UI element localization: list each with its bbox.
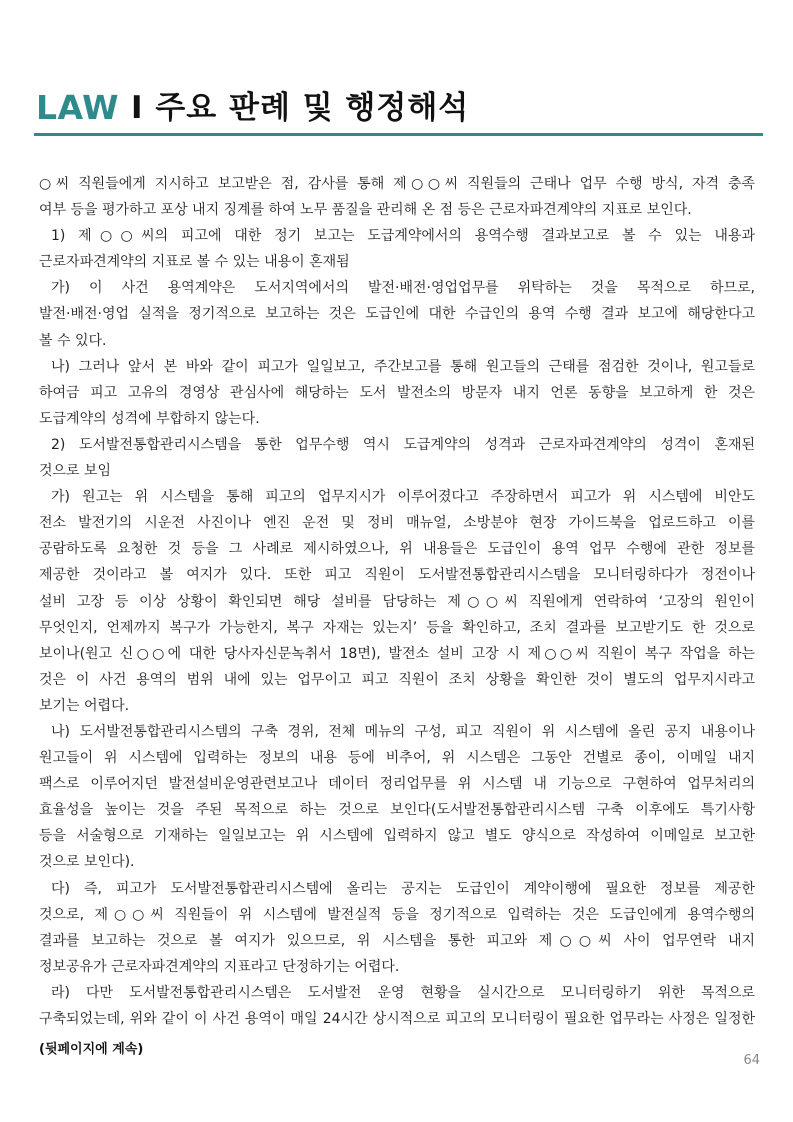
header-divider xyxy=(34,133,763,136)
text-line: 보이나(원고 신○○에 대한 당사자신문녹취서 18면), 발전소 설비 고장 시 제○○씨 직원이 복구 작업을 하는 xyxy=(39,645,755,662)
text-line: 효율성을 높이는 것을 주된 목적으로 하는 것으로 보인다(도서발전통합관리시스템 구축 이후에도 특기사항 xyxy=(39,802,755,819)
text-line: 볼 수 있다. xyxy=(39,332,107,349)
continued-notice: (뒷페이지에 계속) xyxy=(39,1042,144,1057)
text-line: 정보공유가 근로자파견계약의 지표라고 단정하기는 어렵다. xyxy=(39,958,400,975)
text-line: 여부 등을 평가하고 포상 내지 징계를 하여 노무 품질을 관리해 온 점 등은 근로자파견계약의 지표로 보인다. xyxy=(39,202,692,219)
text-line: 것으로 보임 xyxy=(39,463,112,480)
text-line: 것은 이 사건 용역의 범위 내에 있는 업무이고 피고 직원이 조치 상황을 확인한 것이 별도의 업무지시라고 xyxy=(39,671,755,688)
text-line: 근로자파견계약의 지표로 볼 수 있는 내용이 혼재됨 xyxy=(39,254,350,271)
document-body xyxy=(39,171,755,1032)
page-number: 64 xyxy=(743,1053,760,1068)
text-line: 제공한 것이라고 볼 여지가 있다. 또한 피고 직원이 도서발전통합관리시스템을 모니터링하다가 정전이나 xyxy=(39,567,755,584)
text-line: ○씨 직원들에게 지시하고 보고받은 점, 감사를 통해 제○○씨 직원들의 근태나 업무 수행 방식, 자격 충족 xyxy=(39,176,755,192)
text-line: 결과를 보고하는 것으로 볼 여지가 있으므로, 위 시스템을 통한 피고와 제○○씨 사이 업무연락 내지 xyxy=(39,932,755,949)
text-line: 공람하도록 요청한 것 등을 그 사례로 제시하였으나, 위 내용들은 도급인이 용역 업무 수행에 관한 정보를 xyxy=(39,541,755,558)
text-line: 무엇인지, 언제까지 복구가 가능한지, 복구 자재는 있는지’ 등을 확인하고, 조치 결과를 보고받기도 한 것으로 xyxy=(39,619,755,636)
text-line: 팩스로 이루어지던 발전설비운영관련보고나 데이터 정리업무를 위 시스템 내 기능으로 구현하여 업무처리의 xyxy=(39,776,755,793)
text-line: 라) 다만 도서발전통합관리시스템은 도서발전 운영 현황을 실시간으로 모니터링하기 위한 목적으로 xyxy=(51,984,755,1001)
text-line: 발전·배전·영업 실적을 정기적으로 보고하는 것은 도급인에 대한 수급인의 용역 수행 결과 보고에 해당한다고 xyxy=(39,306,755,323)
text-line: 2) 도서발전통합관리시스템을 통한 업무수행 역시 도급계약의 성격과 근로자파견계약의 성격이 혼재된 xyxy=(51,436,755,453)
text-line: 등을 서술형으로 기재하는 일일보고는 위 시스템에 입력하지 않고 별도 양식으로 작성하여 이메일로 보고한 xyxy=(39,828,755,845)
text-line: 것으로 보인다). xyxy=(39,854,135,871)
text-line: 나) 도서발전통합관리시스템의 구축 경위, 전체 메뉴의 구성, 피고 직원이 위 시스템에 올린 공지 내용이나 xyxy=(51,723,755,740)
text-line: 하여금 피고 고유의 경영상 관심사에 해당하는 도서 발전소의 방문자 내지 언론 동향을 보고하게 한 것은 xyxy=(39,384,755,401)
page-header xyxy=(36,86,762,136)
section-tag: LAW xyxy=(36,88,119,127)
text-line: 설비 고장 등 이상 상황이 확인되면 해당 설비를 담당하는 제○○씨 직원에게 연락하여 ‘고장의 원인이 xyxy=(39,593,755,610)
text-line: 보기는 어렵다. xyxy=(39,697,130,714)
text-line: 가) 원고는 위 시스템을 통해 피고의 업무지시가 이루어졌다고 주장하면서 피고가 위 시스템에 비안도 xyxy=(51,489,755,506)
page-title: I 주요 판례 및 행정해석 xyxy=(131,90,470,126)
text-line: 가) 이 사건 용역계약은 도서지역에서의 발전·배전·영업업무를 위탁하는 것을 목적으로 하므로, xyxy=(51,280,755,297)
text-line: 원고들이 위 시스템에 입력하는 정보의 내용 등에 비추어, 위 시스템은 그동안 건별로 종이, 이메일 내지 xyxy=(39,750,755,767)
text-line: 다) 즉, 피고가 도서발전통합관리시스템에 올리는 공지는 도급인이 계약이행에 필요한 정보를 제공한 xyxy=(51,880,755,897)
text-line: 1) 제○○씨의 피고에 대한 정기 보고는 도급계약에서의 용역수행 결과보고로 볼 수 있는 내용과 xyxy=(51,228,755,245)
text-line: 전소 발전기의 시운전 사진이나 엔진 운전 및 정비 매뉴얼, 소방분야 현장 가이드북을 업로드하고 이를 xyxy=(39,515,755,532)
text-line: 것으로, 제○○씨 직원들이 위 시스템에 발전실적 등을 정기적으로 입력하는 것은 도급인에게 용역수행의 xyxy=(39,906,755,923)
text-line: 도급계약의 성격에 부합하지 않는다. xyxy=(39,410,260,427)
text-line: 나) 그러나 앞서 본 바와 같이 피고가 일일보고, 주간보고를 통해 원고들의 근태를 점검한 것이나, 원고들로 xyxy=(51,358,755,375)
text-line: 구축되었는데, 위와 같이 이 사건 용역이 매일 24시간 상시적으로 피고의 모니터링이 필요한 업무라는 사정은 일정한 xyxy=(39,1011,755,1027)
